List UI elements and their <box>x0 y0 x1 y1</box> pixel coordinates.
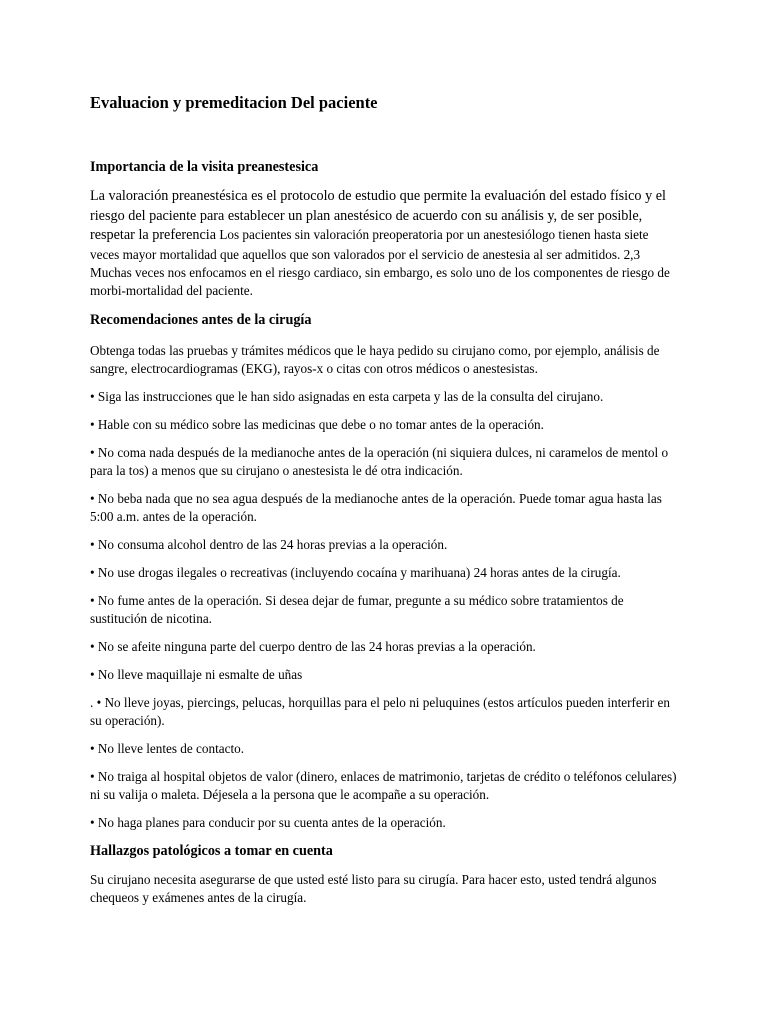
list-item: • No consuma alcohol dentro de las 24 horas previas a la operación. <box>90 536 448 552</box>
document-page <box>90 90 680 907</box>
list-item: • No use drogas ilegales o recreativas (incluyendo cocaína y marihuana) 24 horas antes de la cirugía. <box>90 564 621 580</box>
section-heading-hallazgos: Hallazgos patológicos a tomar en cuenta <box>90 842 333 859</box>
section-heading-importancia: Importancia de la visita preanestesica <box>90 159 319 175</box>
section-intro-paragraph <box>90 187 680 300</box>
hallazgos-paragraph: Su cirujano necesita asegurarse de que usted esté listo para su cirugía. Para hacer esto, usted tendrá algunos chequeos y exámenes antes de la cirugía. <box>90 871 657 905</box>
document-title: Evaluacion y premeditacion Del paciente <box>90 93 378 112</box>
section-heading-recomendaciones: Recomendaciones antes de la cirugía <box>90 311 312 328</box>
intro-rest-text: Los pacientes sin valoración preoperatoria por un anestesiólogo tienen hasta siete veces mayor mortalidad que aquellos que son valorados por el servicio de anestesia al ser admitidos. 2,3 Muchas veces nos enfocamos en el riesgo cardiaco, sin embargo, es solo uno de los componentes de riesgo de morbi-mortalidad del paciente. <box>90 227 670 298</box>
list-item: • No traiga al hospital objetos de valor (dinero, enlaces de matrimonio, tarjetas de crédito o teléfonos celulares) ni su valija o maleta. Déjesela a la persona que le acompañe a su operación. <box>90 768 677 802</box>
recommendations-intro: Obtenga todas las pruebas y trámites médicos que le haya pedido su cirujano como, por ejemplo, análisis de sangre, electrocardiogramas (EKG), rayos-x o citas con otros médicos o anestesistas. <box>90 342 660 376</box>
list-item: • No coma nada después de la medianoche antes de la operación (ni siquiera dulces, ni caramelos de mentol o para la tos) a menos que su cirujano o anestesista le dé otra indicación. <box>90 444 669 478</box>
list-item: • No beba nada que no sea agua después de la medianoche antes de la operación. Puede tomar agua hasta las 5:00 a.m. antes de la operación. <box>90 490 662 524</box>
list-item: • No haga planes para conducir por su cuenta antes de la operación. <box>90 814 446 830</box>
list-item: • No lleve maquillaje ni esmalte de uñas <box>90 666 303 682</box>
list-item: • Siga las instrucciones que le han sido asignadas en esta carpeta y las de la consulta del cirujano. <box>90 388 604 404</box>
list-item: • No fume antes de la operación. Si desea dejar de fumar, pregunte a su médico sobre tratamientos de sustitución de nicotina. <box>90 592 624 626</box>
intro-large-text: La valoración preanestésica es el protocolo de estudio que permite la evaluación del estado físico y el riesgo del paciente para establecer un plan anestésico de acuerdo con su análisis y, de ser posible, respetar la preferencia <box>90 188 666 243</box>
list-item: . • No lleve joyas, piercings, pelucas, horquillas para el pelo ni peluquines (estos artículos pueden interferir en su operación). <box>90 694 670 728</box>
list-item: • No se afeite ninguna parte del cuerpo dentro de las 24 horas previas a la operación. <box>90 638 536 654</box>
list-item: • Hable con su médico sobre las medicinas que debe o no tomar antes de la operación. <box>90 416 544 432</box>
list-item: • No lleve lentes de contacto. <box>90 740 245 756</box>
